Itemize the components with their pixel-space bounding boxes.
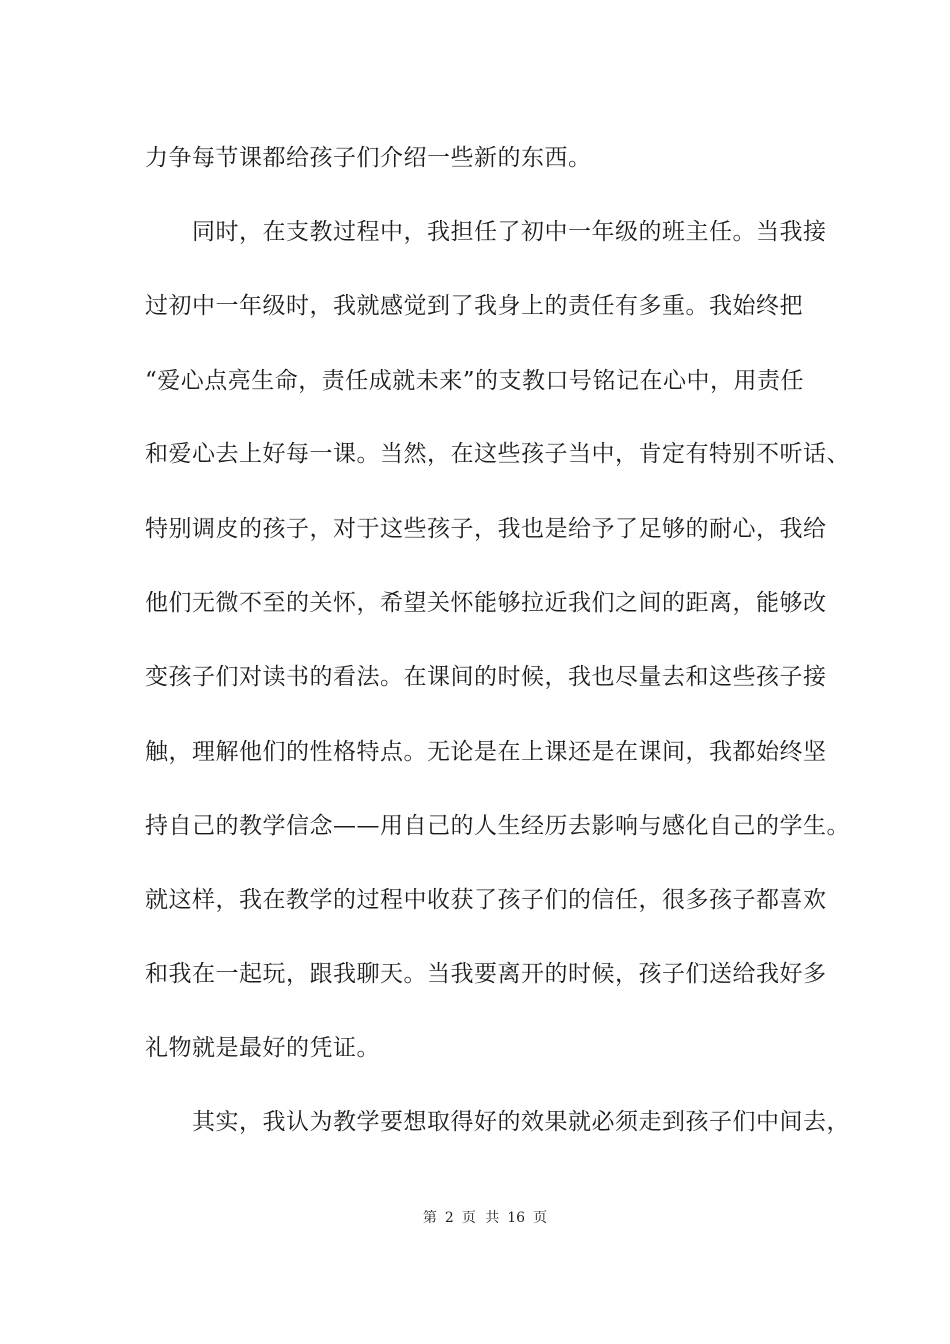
text-line-2: 同时，在支教过程中，我担任了初中一年级的班主任。当我接	[192, 219, 827, 245]
text-line-10: 持自己的教学信念——用自己的人生经历去影响与感化自己的学生。	[145, 813, 850, 839]
text-line-14: 其实，我认为教学要想取得好的效果就必须走到孩子们中间去，	[192, 1109, 850, 1135]
text-line-7: 他们无微不至的关怀，希望关怀能够拉近我们之间的距离，能够改	[145, 590, 827, 616]
footer-total-pages: 16	[507, 1210, 526, 1226]
text-line-1: 力争每节课都给孩子们介绍一些新的东西。	[145, 145, 592, 171]
footer-page-number: 2	[444, 1210, 454, 1226]
text-line-4: “爱心点亮生命，责任成就未来”的支教口号铭记在心中，用责任	[145, 368, 805, 394]
text-line-6: 特别调皮的孩子，对于这些孩子，我也是给予了足够的耐心，我给	[145, 516, 827, 542]
text-line-5: 和爱心去上好每一课。当然，在这些孩子当中，肯定有特别不听话、	[145, 441, 850, 467]
footer-prefix: 第	[422, 1210, 437, 1226]
footer-suffix: 页	[533, 1210, 548, 1226]
text-line-9: 触，理解他们的性格特点。无论是在上课还是在课间，我都始终坚	[145, 739, 827, 765]
text-line-13: 礼物就是最好的凭证。	[145, 1035, 380, 1061]
text-line-8: 变孩子们对读书的看法。在课间的时候，我也尽量去和这些孩子接	[145, 664, 827, 690]
text-line-3: 过初中一年级时，我就感觉到了我身上的责任有多重。我始终把	[145, 293, 803, 319]
footer-mid: 页 共	[461, 1210, 500, 1226]
page-footer	[0, 1209, 950, 1227]
text-line-11: 就这样，我在教学的过程中收获了孩子们的信任，很多孩子都喜欢	[145, 887, 827, 913]
text-line-12: 和我在一起玩，跟我聊天。当我要离开的时候，孩子们送给我好多	[145, 961, 827, 987]
